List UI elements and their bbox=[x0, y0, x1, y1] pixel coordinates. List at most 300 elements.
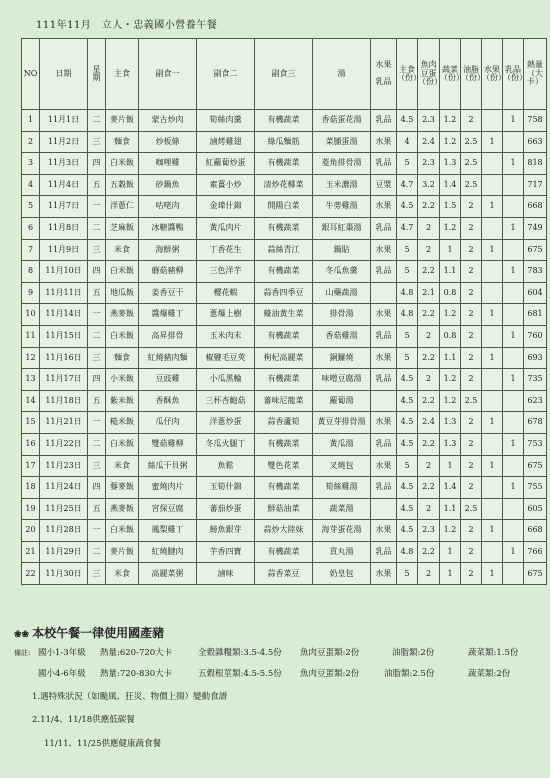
row-soup: 銅鑼燒 bbox=[313, 347, 371, 369]
row-weekday: 一 bbox=[88, 196, 106, 218]
row-side-dish-1: 高麗菜粥 bbox=[139, 563, 197, 585]
row-date: 11月14日 bbox=[40, 304, 88, 326]
row-protein-servings: 2 bbox=[418, 369, 440, 391]
row-fruit-servings: 1 bbox=[482, 347, 503, 369]
row-dairy-servings bbox=[503, 347, 524, 369]
table-row bbox=[22, 498, 547, 520]
row-side-dish-3: 鮮菇油菜 bbox=[255, 498, 313, 520]
row-side-dish-3: 有機蔬菜 bbox=[255, 261, 313, 283]
row-oil-servings: 2 bbox=[461, 217, 482, 239]
row-date: 11月11日 bbox=[40, 282, 88, 304]
row-calories: 693 bbox=[524, 347, 547, 369]
grain-servings: 五穀根莖類:4.5-5.5份 bbox=[198, 669, 282, 679]
row-date: 11月10日 bbox=[40, 261, 88, 283]
row-number: 14 bbox=[22, 390, 40, 412]
row-side-dish-3: 枸杞高麗菜 bbox=[255, 347, 313, 369]
row-number: 11 bbox=[22, 325, 40, 347]
row-side-dish-1: 砂鍋魚 bbox=[139, 174, 197, 196]
row-side-dish-3: 有機蔬菜 bbox=[255, 433, 313, 455]
row-side-dish-3: 蠔油黃生菜 bbox=[255, 304, 313, 326]
row-grain-servings: 4.7 bbox=[397, 174, 418, 196]
row-weekday: 一 bbox=[88, 520, 106, 542]
row-weekday: 三 bbox=[88, 455, 106, 477]
row-side-dish-2: 素薑小炒 bbox=[197, 174, 255, 196]
row-fruit-servings bbox=[482, 174, 503, 196]
pork-notice bbox=[14, 624, 164, 641]
row-calories: 717 bbox=[524, 174, 547, 196]
row-side-dish-2: 螃魚銀芽 bbox=[197, 520, 255, 542]
row-number: 2 bbox=[22, 131, 40, 153]
row-veg-servings: 1.2 bbox=[440, 369, 461, 391]
row-soup: 奶皇包 bbox=[313, 563, 371, 585]
row-fruit-servings bbox=[482, 390, 503, 412]
row-calories: 753 bbox=[524, 433, 547, 455]
row-fruit-servings: 1 bbox=[482, 196, 503, 218]
row-calories: 668 bbox=[524, 520, 547, 542]
row-dairy-servings bbox=[503, 498, 524, 520]
row-staple: 藜麥飯 bbox=[106, 477, 139, 499]
row-date: 11月8日 bbox=[40, 217, 88, 239]
row-oil-servings: 2 bbox=[461, 433, 482, 455]
row-soup: 香菇雞湯 bbox=[313, 325, 371, 347]
row-veg-servings: 0.8 bbox=[440, 325, 461, 347]
row-side-dish-3: 開陽白菜 bbox=[255, 196, 313, 218]
row-grain-servings: 4.5 bbox=[397, 498, 418, 520]
row-soup: 菜脯蛋湯 bbox=[313, 131, 371, 153]
row-dairy-servings: 1 bbox=[503, 217, 524, 239]
row-staple: 米食 bbox=[106, 455, 139, 477]
table-row bbox=[22, 412, 547, 434]
row-oil-servings: 2 bbox=[461, 304, 482, 326]
row-side-dish-3: 有機蔬菜 bbox=[255, 541, 313, 563]
row-side-dish-2: 洋蔥炒蛋 bbox=[197, 412, 255, 434]
row-side-dish-1: 醬爆雞丁 bbox=[139, 304, 197, 326]
row-veg-servings: 1.2 bbox=[440, 520, 461, 542]
row-weekday: 三 bbox=[88, 239, 106, 261]
row-veg-servings: 1 bbox=[440, 563, 461, 585]
row-grain-servings: 4.5 bbox=[397, 369, 418, 391]
calorie-range: 熱量:720-830大卡 bbox=[100, 669, 173, 679]
table-body bbox=[22, 110, 547, 585]
row-staple: 白米飯 bbox=[106, 325, 139, 347]
row-calories: 681 bbox=[524, 304, 547, 326]
row-protein-servings: 2 bbox=[418, 498, 440, 520]
row-side-dish-2: 魚鬆 bbox=[197, 455, 255, 477]
table-row bbox=[22, 174, 547, 196]
row-protein-servings: 2 bbox=[418, 455, 440, 477]
row-veg-servings: 1.1 bbox=[440, 498, 461, 520]
flower-icon: ❀❀ bbox=[14, 630, 30, 640]
row-fruit-servings bbox=[482, 217, 503, 239]
row-weekday: 一 bbox=[88, 412, 106, 434]
row-date: 11月17日 bbox=[40, 369, 88, 391]
row-protein-servings: 2.2 bbox=[418, 390, 440, 412]
row-fruit-servings bbox=[482, 153, 503, 175]
row-dairy-servings: 1 bbox=[503, 261, 524, 283]
row-dairy-servings bbox=[503, 390, 524, 412]
row-grain-servings: 4.8 bbox=[397, 541, 418, 563]
row-veg-servings: 1.2 bbox=[440, 304, 461, 326]
row-grain-servings: 5 bbox=[397, 455, 418, 477]
row-staple: 麥片飯 bbox=[106, 541, 139, 563]
row-grain-servings: 4.5 bbox=[397, 433, 418, 455]
row-veg-servings: 1.4 bbox=[440, 477, 461, 499]
row-soup: 味噌豆腐湯 bbox=[313, 369, 371, 391]
row-side-dish-1: 紅燒腱肉 bbox=[139, 541, 197, 563]
row-date: 11月22日 bbox=[40, 433, 88, 455]
row-staple: 地瓜飯 bbox=[106, 282, 139, 304]
row-weekday: 三 bbox=[88, 347, 106, 369]
row-weekday: 三 bbox=[88, 563, 106, 585]
row-veg-servings: 1.2 bbox=[440, 131, 461, 153]
row-fruit-or-dairy: 水果 bbox=[371, 239, 397, 261]
row-side-dish-3: 蒜香四季豆 bbox=[255, 282, 313, 304]
row-side-dish-2: 三色洋芋 bbox=[197, 261, 255, 283]
row-fruit-servings bbox=[482, 110, 503, 132]
header-fruit-dairy: 水果 乳品 bbox=[371, 39, 397, 110]
row-fruit-or-dairy: 乳品 bbox=[371, 325, 397, 347]
row-soup: 海芽蛋花湯 bbox=[313, 520, 371, 542]
header-weekday: 星 期 bbox=[88, 39, 106, 110]
row-fruit-or-dairy bbox=[371, 282, 397, 304]
table-row bbox=[22, 477, 547, 499]
row-side-dish-2: 玉米肉末 bbox=[197, 325, 255, 347]
row-grain-servings: 4.5 bbox=[397, 196, 418, 218]
row-side-dish-2: 冬瓜火腿丁 bbox=[197, 433, 255, 455]
row-protein-servings: 2.4 bbox=[418, 131, 440, 153]
row-protein-servings: 2 bbox=[418, 325, 440, 347]
row-side-dish-3: 有機蔬菜 bbox=[255, 110, 313, 132]
row-side-dish-1: 姜香豆干 bbox=[139, 282, 197, 304]
row-calories: 735 bbox=[524, 369, 547, 391]
row-protein-servings: 2.2 bbox=[418, 477, 440, 499]
row-fruit-or-dairy: 乳品 bbox=[371, 153, 397, 175]
row-oil-servings: 2 bbox=[461, 325, 482, 347]
row-fruit-or-dairy: 乳品 bbox=[371, 477, 397, 499]
veg-servings: 蔬菜類:1.5份 bbox=[468, 648, 519, 658]
row-dairy-servings bbox=[503, 412, 524, 434]
row-side-dish-1: 咖哩雞 bbox=[139, 153, 197, 175]
row-protein-servings: 2.3 bbox=[418, 153, 440, 175]
row-side-dish-1: 咕咾肉 bbox=[139, 196, 197, 218]
row-calories: 675 bbox=[524, 239, 547, 261]
header-fruit-servings: 水果 （份） bbox=[482, 39, 503, 110]
row-calories: 675 bbox=[524, 455, 547, 477]
row-side-dish-3: 蒜香菜豆 bbox=[255, 563, 313, 585]
row-side-dish-3: 有機蔬菜 bbox=[255, 217, 313, 239]
row-number: 20 bbox=[22, 520, 40, 542]
row-calories: 749 bbox=[524, 217, 547, 239]
row-fruit-or-dairy: 乳品 bbox=[371, 433, 397, 455]
row-soup: 黃瓜湯 bbox=[313, 433, 371, 455]
protein-servings: 魚肉豆蛋類:2份 bbox=[300, 648, 360, 658]
row-soup: 玉米濃湯 bbox=[313, 174, 371, 196]
row-side-dish-2: 櫻花蝦 bbox=[197, 282, 255, 304]
row-protein-servings: 2.2 bbox=[418, 433, 440, 455]
row-staple: 小米飯 bbox=[106, 369, 139, 391]
row-weekday: 四 bbox=[88, 153, 106, 175]
row-protein-servings: 2 bbox=[418, 563, 440, 585]
row-side-dish-3: 清炒花椰菜 bbox=[255, 174, 313, 196]
row-number: 3 bbox=[22, 153, 40, 175]
row-date: 11月21日 bbox=[40, 412, 88, 434]
row-weekday: 二 bbox=[88, 325, 106, 347]
veg-servings: 蔬菜類:2份 bbox=[468, 669, 511, 679]
row-side-dish-1: 高昇排骨 bbox=[139, 325, 197, 347]
row-grain-servings: 4.5 bbox=[397, 390, 418, 412]
row-fruit-servings: 1 bbox=[482, 520, 503, 542]
row-date: 11月15日 bbox=[40, 325, 88, 347]
row-side-dish-1: 蜜燒肉片 bbox=[139, 477, 197, 499]
row-calories: 663 bbox=[524, 131, 547, 153]
row-grain-servings: 5 bbox=[397, 239, 418, 261]
row-protein-servings: 2.2 bbox=[418, 196, 440, 218]
row-dairy-servings bbox=[503, 131, 524, 153]
row-side-dish-1: 宮保豆腐 bbox=[139, 498, 197, 520]
row-grain-servings: 4 bbox=[397, 131, 418, 153]
row-protein-servings: 2.3 bbox=[418, 110, 440, 132]
row-number: 5 bbox=[22, 196, 40, 218]
row-side-dish-3: 綠瓜麵筋 bbox=[255, 131, 313, 153]
table-header-row bbox=[22, 39, 547, 110]
row-dairy-servings: 1 bbox=[503, 541, 524, 563]
row-staple: 麥片飯 bbox=[106, 110, 139, 132]
header-side1: 副食一 bbox=[139, 39, 197, 110]
row-veg-servings: 1.3 bbox=[440, 412, 461, 434]
row-side-dish-2: 椒鹽毛豆莢 bbox=[197, 347, 255, 369]
row-date: 11月24日 bbox=[40, 477, 88, 499]
row-soup: 鍋貼 bbox=[313, 239, 371, 261]
row-fruit-or-dairy: 乳品 bbox=[371, 369, 397, 391]
row-dairy-servings bbox=[503, 304, 524, 326]
row-staple: 芝麻飯 bbox=[106, 217, 139, 239]
row-weekday: 二 bbox=[88, 433, 106, 455]
row-side-dish-2: 芋香四寶 bbox=[197, 541, 255, 563]
row-date: 11月9日 bbox=[40, 239, 88, 261]
row-side-dish-1: 瓜仔肉 bbox=[139, 412, 197, 434]
row-weekday: 一 bbox=[88, 304, 106, 326]
table-row bbox=[22, 110, 547, 132]
row-fruit-or-dairy: 水果 bbox=[371, 412, 397, 434]
row-grain-servings: 4.5 bbox=[397, 477, 418, 499]
row-fruit-or-dairy: 乳品 bbox=[371, 261, 397, 283]
row-side-dish-1: 蒙古炒肉 bbox=[139, 110, 197, 132]
row-side-dish-1: 雙菇雞柳 bbox=[139, 433, 197, 455]
table-row bbox=[22, 261, 547, 283]
row-staple: 白米飯 bbox=[106, 433, 139, 455]
row-side-dish-3: 蒜絲青江 bbox=[255, 239, 313, 261]
header-staple: 主食 bbox=[106, 39, 139, 110]
row-soup: 蘿蔔湯 bbox=[313, 390, 371, 412]
header-grain-servings: 主食 （份） bbox=[397, 39, 418, 110]
row-fruit-servings bbox=[482, 541, 503, 563]
row-veg-servings: 1.3 bbox=[440, 153, 461, 175]
header-oil-servings: 油脂 （份） bbox=[461, 39, 482, 110]
row-side-dish-2: 筍絲肉羹 bbox=[197, 110, 255, 132]
row-soup: 筍絲雞湯 bbox=[313, 477, 371, 499]
row-side-dish-2: 黃瓜肉片 bbox=[197, 217, 255, 239]
row-weekday: 二 bbox=[88, 110, 106, 132]
row-protein-servings: 2.2 bbox=[418, 304, 440, 326]
row-veg-servings: 1.4 bbox=[440, 174, 461, 196]
row-calories: 766 bbox=[524, 541, 547, 563]
row-veg-servings: 1.1 bbox=[440, 347, 461, 369]
row-staple: 白米飯 bbox=[106, 520, 139, 542]
row-calories: 758 bbox=[524, 110, 547, 132]
row-staple: 燕麥飯 bbox=[106, 498, 139, 520]
row-side-dish-3: 有機蔬菜 bbox=[255, 325, 313, 347]
row-protein-servings: 2 bbox=[418, 239, 440, 261]
row-soup: 黃豆芽排骨湯 bbox=[313, 412, 371, 434]
row-number: 10 bbox=[22, 304, 40, 326]
row-weekday: 四 bbox=[88, 477, 106, 499]
row-fruit-servings: 1 bbox=[482, 412, 503, 434]
row-grain-servings: 5 bbox=[397, 325, 418, 347]
row-fruit-servings bbox=[482, 433, 503, 455]
row-staple: 五穀飯 bbox=[106, 174, 139, 196]
row-number: 18 bbox=[22, 477, 40, 499]
row-veg-servings: 1.1 bbox=[440, 261, 461, 283]
table-row bbox=[22, 282, 547, 304]
row-fruit-or-dairy: 豆漿 bbox=[371, 174, 397, 196]
row-side-dish-1: 蘑菇豬柳 bbox=[139, 261, 197, 283]
page-title: 111年11月 立人・忠義國小營養午餐 bbox=[36, 20, 218, 31]
row-side-dish-2: 紅蘿蔔炒蛋 bbox=[197, 153, 255, 175]
row-dairy-servings: 1 bbox=[503, 153, 524, 175]
row-fruit-servings: 1 bbox=[482, 304, 503, 326]
row-grain-servings: 4.8 bbox=[397, 304, 418, 326]
row-staple: 糙米飯 bbox=[106, 412, 139, 434]
header-side3: 副食三 bbox=[255, 39, 313, 110]
row-dairy-servings bbox=[503, 282, 524, 304]
table-row bbox=[22, 196, 547, 218]
row-grain-servings: 4.5 bbox=[397, 520, 418, 542]
row-number: 8 bbox=[22, 261, 40, 283]
row-protein-servings: 2.2 bbox=[418, 541, 440, 563]
row-side-dish-3: 有機蔬菜 bbox=[255, 153, 313, 175]
row-side-dish-2: 滷味 bbox=[197, 563, 255, 585]
row-date: 11月2日 bbox=[40, 131, 88, 153]
grade-label: 國小4-6年級 bbox=[38, 669, 86, 679]
row-staple: 白米飯 bbox=[106, 261, 139, 283]
row-number: 6 bbox=[22, 217, 40, 239]
row-side-dish-2: 丁香花生 bbox=[197, 239, 255, 261]
row-fruit-or-dairy: 水果 bbox=[371, 455, 397, 477]
row-veg-servings: 1.2 bbox=[440, 217, 461, 239]
row-protein-servings: 2.4 bbox=[418, 412, 440, 434]
row-date: 11月23日 bbox=[40, 455, 88, 477]
table-row bbox=[22, 390, 547, 412]
row-side-dish-2: 蕃茄炒蛋 bbox=[197, 498, 255, 520]
row-grain-servings: 5 bbox=[397, 563, 418, 585]
row-oil-servings: 2 bbox=[461, 541, 482, 563]
row-oil-servings: 2 bbox=[461, 239, 482, 261]
row-staple: 紫米飯 bbox=[106, 390, 139, 412]
row-side-dish-1: 絲瓜干貝粥 bbox=[139, 455, 197, 477]
row-protein-servings: 2.2 bbox=[418, 347, 440, 369]
row-dairy-servings bbox=[503, 174, 524, 196]
row-oil-servings: 2.5 bbox=[461, 390, 482, 412]
header-side2: 副食二 bbox=[197, 39, 255, 110]
header-protein-servings: 魚肉 豆蛋 （份） bbox=[418, 39, 440, 110]
row-oil-servings: 2 bbox=[461, 369, 482, 391]
row-protein-servings: 2.1 bbox=[418, 282, 440, 304]
row-soup: 叉燒包 bbox=[313, 455, 371, 477]
table-row bbox=[22, 433, 547, 455]
row-veg-servings: 1.2 bbox=[440, 390, 461, 412]
header-dairy-servings: 乳品 （份） bbox=[503, 39, 524, 110]
row-grain-servings: 5 bbox=[397, 347, 418, 369]
row-weekday: 三 bbox=[88, 131, 106, 153]
header-veg-servings: 蔬菜 （份） bbox=[440, 39, 461, 110]
row-side-dish-1: 鳳梨雞丁 bbox=[139, 520, 197, 542]
remark-label: 備註: bbox=[14, 649, 31, 657]
row-soup: 銀耳紅棗湯 bbox=[313, 217, 371, 239]
row-dairy-servings bbox=[503, 520, 524, 542]
row-staple: 米食 bbox=[106, 563, 139, 585]
row-date: 11月3日 bbox=[40, 153, 88, 175]
row-veg-servings: 1 bbox=[440, 541, 461, 563]
row-protein-servings: 3.2 bbox=[418, 174, 440, 196]
row-fruit-or-dairy: 水果 bbox=[371, 304, 397, 326]
row-side-dish-1: 香酥魚 bbox=[139, 390, 197, 412]
row-fruit-servings bbox=[482, 498, 503, 520]
row-fruit-servings: 1 bbox=[482, 455, 503, 477]
row-dairy-servings: 1 bbox=[503, 369, 524, 391]
row-date: 11月30日 bbox=[40, 563, 88, 585]
row-staple: 燕麥飯 bbox=[106, 304, 139, 326]
row-dairy-servings: 1 bbox=[503, 477, 524, 499]
row-oil-servings: 2.5 bbox=[461, 131, 482, 153]
row-fruit-servings: 1 bbox=[482, 131, 503, 153]
row-weekday: 二 bbox=[88, 217, 106, 239]
row-soup: 山藥蔬湯 bbox=[313, 282, 371, 304]
row-calories: 675 bbox=[524, 563, 547, 585]
table-row bbox=[22, 347, 547, 369]
row-soup: 冬瓜魚羹 bbox=[313, 261, 371, 283]
header-calories: 熱量 （大 卡） bbox=[524, 39, 547, 110]
row-weekday: 四 bbox=[88, 261, 106, 283]
row-staple: 白米飯 bbox=[106, 153, 139, 175]
row-side-dish-2: 蔥爆上樹 bbox=[197, 304, 255, 326]
grain-servings: 全穀雜糧類:3.5-4.5份 bbox=[198, 648, 282, 658]
pork-notice-text: 本校午餐一律使用國產豬 bbox=[32, 626, 165, 640]
table-row bbox=[22, 131, 547, 153]
row-number: 21 bbox=[22, 541, 40, 563]
row-oil-servings: 2 bbox=[461, 282, 482, 304]
row-oil-servings: 2 bbox=[461, 477, 482, 499]
row-oil-servings: 2 bbox=[461, 347, 482, 369]
row-fruit-or-dairy bbox=[371, 498, 397, 520]
row-number: 9 bbox=[22, 282, 40, 304]
row-number: 17 bbox=[22, 455, 40, 477]
row-date: 11月1日 bbox=[40, 110, 88, 132]
row-calories: 760 bbox=[524, 325, 547, 347]
row-fruit-servings: 1 bbox=[482, 239, 503, 261]
note-vegetarian: 11/11、11/25供應健康蔬食餐 bbox=[44, 739, 161, 749]
row-number: 16 bbox=[22, 433, 40, 455]
row-date: 11月4日 bbox=[40, 174, 88, 196]
row-number: 22 bbox=[22, 563, 40, 585]
row-date: 11月25日 bbox=[40, 498, 88, 520]
row-side-dish-3: 有機蔬菜 bbox=[255, 369, 313, 391]
row-grain-servings: 4.7 bbox=[397, 217, 418, 239]
row-calories: 623 bbox=[524, 390, 547, 412]
row-side-dish-1: 紅燒豬肉麵 bbox=[139, 347, 197, 369]
header-date: 日期 bbox=[40, 39, 88, 110]
row-fruit-servings: 1 bbox=[482, 563, 503, 585]
row-fruit-or-dairy: 水果 bbox=[371, 196, 397, 218]
